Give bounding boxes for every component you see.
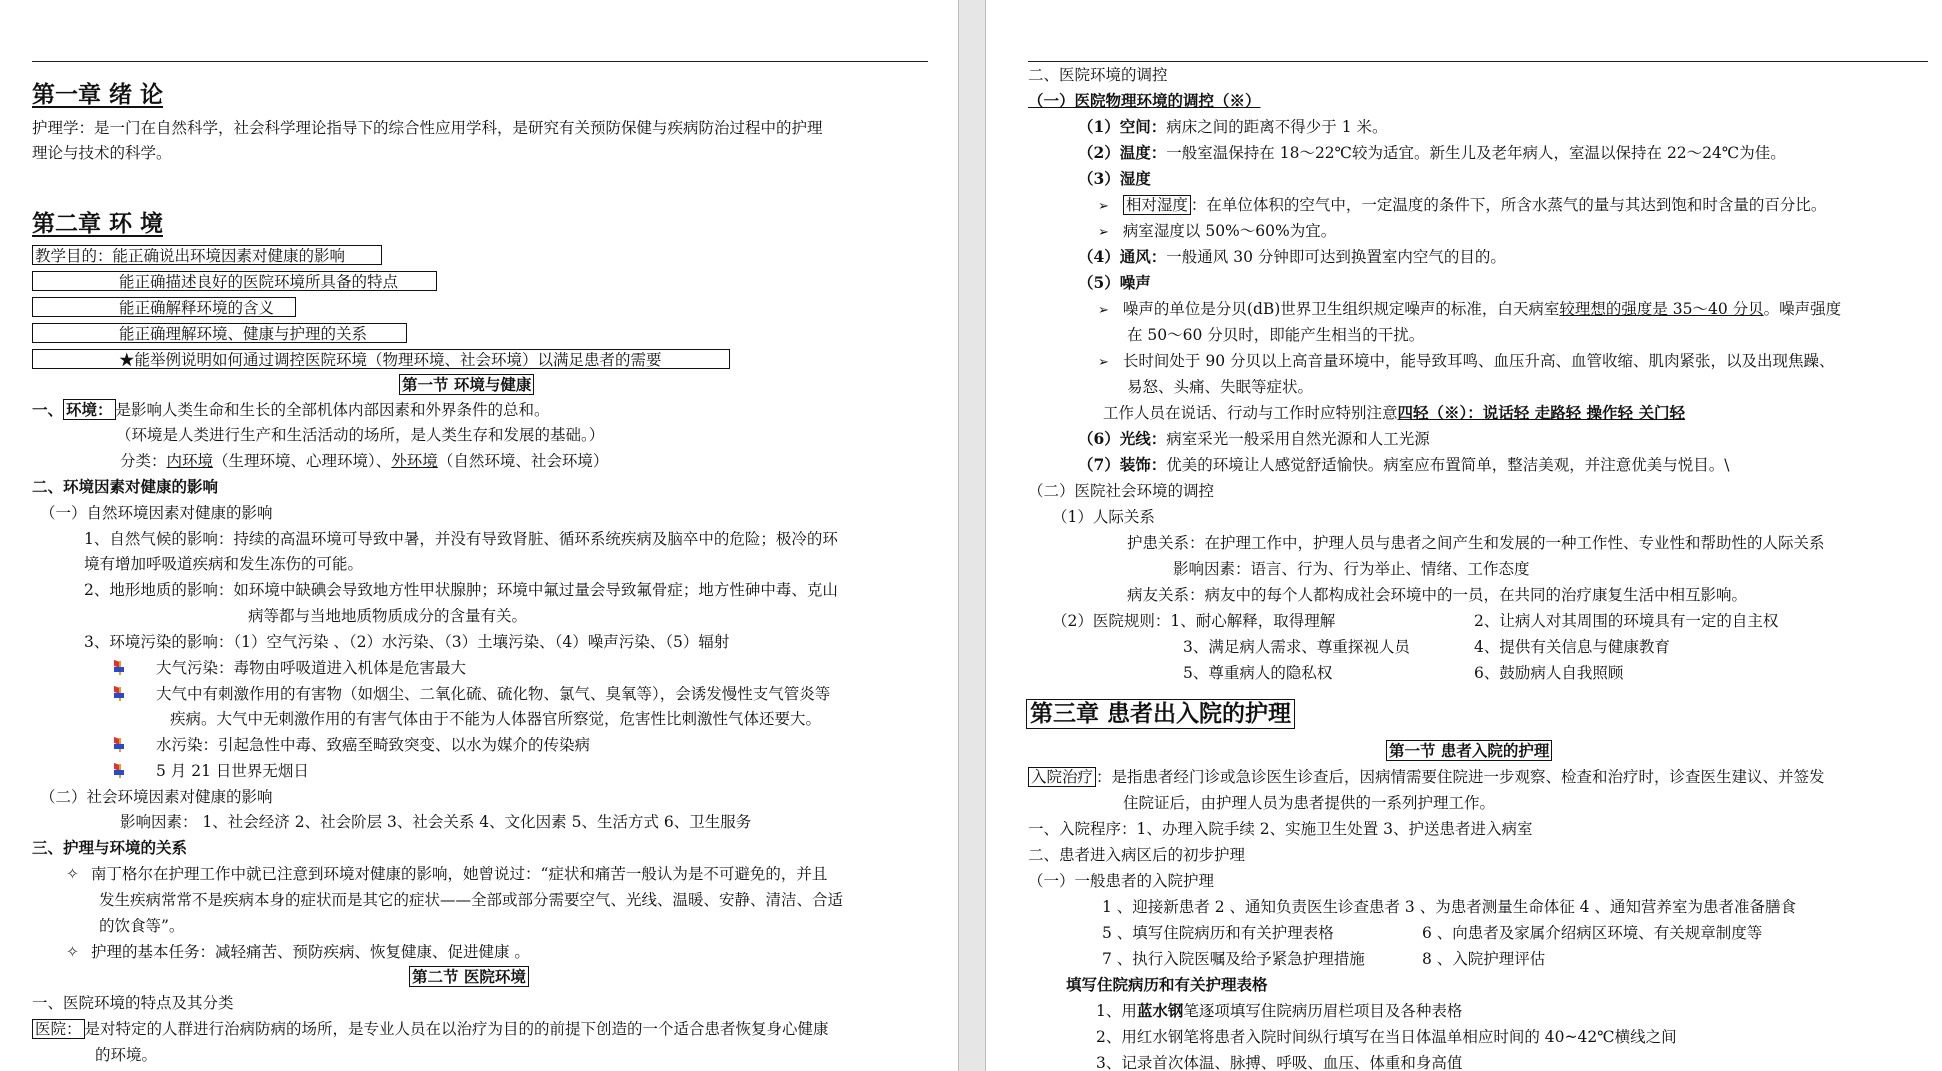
arrow-bullet-icon: ➢ (1098, 355, 1109, 370)
nursing-definition-line2: 理论与技术的科学。 (32, 144, 172, 162)
geology-line1: 2、地形地质的影响：如环境中缺碘会导致地方性甲状腺肿；环境中氟过量会导致氟骨症；地方性砷中毒、克山 (84, 581, 838, 599)
environment-note: （环境是人类进行生产和生活活动的场所，是人类生存和发展的基础。） (116, 426, 605, 444)
diamond-bullet-icon: ✧ (66, 865, 79, 883)
basic-task: ✧ 护理的基本任务：减轻痛苦、预防疾病、恢复健康、促进健康 。 (66, 943, 530, 961)
objective-4: 能正确理解环境、健康与护理的关系 (32, 323, 407, 343)
objective-2: 能正确描述良好的医院环境所具备的特点 (32, 271, 437, 291)
bullet-icon (114, 661, 126, 675)
hospital-definition-line2: 的环境。 (95, 1046, 158, 1064)
page-gutter (958, 0, 986, 1071)
air-harmful-line2: 疾病。大气中无刺激作用的有害气体由于不能为人体器官所察觉，危害性比刺激性气体还要大。 (170, 710, 822, 728)
chapter-2-title: 第二章 环 境 (32, 210, 164, 237)
hospital-term: 医院： (32, 1019, 85, 1039)
no-smoking-day-item: 5 月 21 日世界无烟日 (114, 761, 309, 781)
hospital-rule-2: 2、让病人对其周围的环境具有一定的自主权 (1474, 612, 1779, 630)
temperature-item: （2）温度：一般室温保持在 18～22℃较为适宜。新生儿及老年病人，室温以保持在 22～24℃为佳。 (1078, 143, 1786, 162)
noise-standard-line2: 在 50～60 分贝时，即能产生相当的干扰。 (1127, 326, 1425, 344)
geology-line2: 病等都与当地地质物质成分的含量有关。 (248, 607, 528, 625)
admission-section-title: 第一节 患者入院的护理 (1386, 740, 1552, 761)
factors-heading: 二、环境因素对健康的影响 (32, 477, 219, 496)
arrow-bullet-icon: ➢ (1098, 303, 1109, 318)
nightingale-line3: 的饮食等”。 (99, 917, 185, 935)
chapter-1-title: 第一章 绪 论 (32, 81, 164, 108)
admission-procedure: 一、入院程序：1、办理入院手续 2、实施卫生处置 3、护送患者进入病室 (1028, 820, 1533, 838)
bullet-icon (114, 764, 126, 778)
hospital-rule-3: 3、满足病人需求、尊重探视人员 (1183, 638, 1410, 656)
hospital-definition: 医院： 是对特定的人群进行治病防病的场所，是专业人员在以治疗为目的的前提下创造的一个适合患者恢复身心健康 (32, 1019, 829, 1039)
physical-environment-heading: （一）医院物理环境的调控（※） (1028, 91, 1261, 110)
hospital-rule-6: 6、鼓励病人自我照顾 (1474, 664, 1624, 682)
patient-patient-relation: 病友关系：病友中的每个人都构成社会环境中的一员，在共同的治疗康复生活中相互影响。 (1127, 586, 1748, 604)
climate-line2: 境有增加呼吸道疾病和发生冻伤的可能。 (84, 555, 364, 573)
hospital-rule-4: 4、提供有关信息与健康教育 (1474, 638, 1670, 656)
humidity-heading: （3）湿度 (1078, 169, 1151, 188)
chapter-3-title: 第三章 患者出入院的护理 (1026, 699, 1295, 729)
section-2-title: 第二节 医院环境 (409, 966, 529, 987)
nursing-environment-heading: 三、护理与环境的关系 (32, 838, 188, 857)
document-page-left (0, 0, 958, 1071)
water-pollution-item: 水污染：引起急性中毒、致癌至畸致突变、以水为媒介的传染病 (114, 735, 590, 755)
admission-step-8: 8 、入院护理评估 (1422, 950, 1546, 968)
admission-step-5: 5 、填写住院病历和有关护理表格 (1102, 924, 1334, 942)
initial-care-heading: 二、患者进入病区后的初步护理 (1028, 846, 1246, 864)
hospital-rules: （2）医院规则：1、耐心解释，取得理解 (1052, 612, 1336, 630)
space-item: （1）空间：病床之间的距离不得少于 1 米。 (1078, 117, 1388, 136)
interpersonal-heading: （1）人际关系 (1052, 508, 1155, 526)
lighting-item: （6）光线：病室采光一般采用自然光源和人工光源 (1078, 429, 1430, 448)
nightingale-quote: ✧ 南丁格尔在护理工作中就已注意到环境对健康的影响，她曾说过：“症状和痛苦一般认为是不可避免的，并且 (66, 865, 828, 883)
noise-standard-item: ➢ 噪声的单位是分贝(dB)世界卫生组织规定噪声的标准，白天病室较理想的强度是 35～40 分贝。噪声强度 (1098, 300, 1842, 318)
decoration-item: （7）装饰：优美的环境让人感觉舒适愉快。病室应布置简单，整洁美观，并注意优美与悦目。\ (1078, 455, 1730, 474)
nightingale-line2: 发生疾病常常不是疾病本身的症状而是其它的症状——全部或部分需要空气、光线、温暖、安静、清洁、合适 (99, 891, 844, 909)
header-rule (1028, 61, 1928, 62)
bullet-icon (114, 687, 126, 701)
document-page-right (986, 0, 1942, 1071)
climate-line1: 1、自然气候的影响：持续的高温环境可导致中暑，并没有导致肾脏、循环系统疾病及脑卒中的危险；极冷的环 (84, 530, 838, 548)
noise-heading: （5）噪声 (1078, 273, 1151, 292)
ward-humidity-item: ➢ 病室湿度以 50%～60%为宜。 (1098, 222, 1337, 240)
regulation-heading: 二、医院环境的调控 (1028, 66, 1168, 84)
objective-5: ★能举例说明如何通过调控医院环境（物理环境、社会环境）以满足患者的需要 (32, 349, 730, 369)
environment-definition: 一、 环境： 是影响人类生命和生长的全部机体内部因素和外界条件的总和。 (32, 400, 550, 419)
admission-definition-line2: 住院证后，由护理人员为患者提供的一系列护理工作。 (1123, 794, 1496, 812)
hospital-rule-5: 5、尊重病人的隐私权 (1183, 664, 1333, 682)
header-rule (32, 61, 928, 62)
relative-humidity-item: ➢ 相对湿度 ：在单位体积的空气中，一定温度的条件下，所含水蒸气的量与其达到饱和时含量的百分比。 (1098, 196, 1827, 214)
influence-factors: 影响因素：语言、行为、行为举止、情绪、工作态度 (1173, 560, 1530, 578)
fill-records-heading: 填写住院病历和有关护理表格 (1066, 975, 1268, 994)
environment-classification: 分类：内环境（生理环境、心理环境）、外环境（自然环境、社会环境） (120, 452, 609, 470)
arrow-bullet-icon: ➢ (1098, 225, 1109, 240)
bullet-icon (114, 738, 126, 752)
environment-term: 环境： (63, 399, 116, 420)
arrow-bullet-icon: ➢ (1098, 199, 1109, 214)
admission-steps-1-4: 1 、迎接新患者 2 、通知负责医生诊查患者 3 、为患者测量生命体征 4 、通知营养室为患者准备膳食 (1102, 898, 1796, 916)
general-admission-heading: （一）一般患者的入院护理 (1028, 872, 1215, 890)
four-light-rule: 工作人员在说话、行动与工作时应特别注意四轻（※）：说话轻 走路轻 操作轻 关门轻 (1103, 403, 1685, 422)
objective-3: 能正确解释环境的含义 (32, 297, 296, 317)
diamond-bullet-icon: ✧ (66, 943, 79, 961)
air-pollution-item: 大气污染：毒物由呼吸道进入机体是危害最大 (114, 658, 466, 678)
admission-step-6: 6 、向患者及家属介绍病区环境、有关规章制度等 (1422, 924, 1763, 942)
fill-records-3: 3、记录首次体温、脉搏、呼吸、血压、体重和身高值 (1096, 1054, 1463, 1071)
admission-definition: 入院治疗 ：是指患者经门诊或急诊医生诊查后，因病情需要住院进一步观察、检查和治疗时，诊查医生建议、并签发 (1028, 767, 1825, 787)
social-factors-heading: （二）社会环境因素对健康的影响 (40, 788, 273, 806)
nurse-patient-relation: 护患关系：在护理工作中，护理人员与患者之间产生和发展的一种工作性、专业性和帮助性的人际关系 (1127, 534, 1825, 552)
objective-1: 教学目的：能正确说出环境因素对健康的影响 (32, 245, 382, 265)
admission-term: 入院治疗 (1028, 767, 1096, 787)
natural-factors-heading: （一）自然环境因素对健康的影响 (40, 504, 273, 522)
relative-humidity-term: 相对湿度 (1123, 195, 1191, 215)
section-1-title: 第一节 环境与健康 (399, 374, 534, 395)
nursing-definition-line1: 护理学：是一门在自然科学，社会科学理论指导下的综合性应用学科，是研究有关预防保健与疾病防治过程中的护理 (32, 119, 823, 137)
noise-effects-line2: 易怒、头痛、失眠等症状。 (1127, 378, 1314, 396)
fill-records-1: 1、用蓝水钢笔逐项填写住院病历眉栏项目及各种表格 (1096, 1001, 1463, 1020)
fill-records-2: 2、用红水钢笔将患者入院时间纵行填写在当日体温单相应时间的 40~42℃横线之间 (1096, 1028, 1677, 1046)
social-factors-list: 影响因素： 1、社会经济 2、社会阶层 3、社会关系 4、文化因素 5、生活方式 6、卫生服务 (120, 813, 752, 831)
ventilation-item: （4）通风：一般通风 30 分钟即可达到换置室内空气的目的。 (1078, 247, 1506, 266)
air-harmful-item: 大气中有刺激作用的有害物（如烟尘、二氧化硫、硫化物、氯气、臭氧等），会诱发慢性支气管炎等 (114, 684, 830, 704)
social-regulation-heading: （二）医院社会环境的调控 (1028, 482, 1215, 500)
hospital-features-heading: 一、医院环境的特点及其分类 (32, 994, 234, 1012)
admission-step-7: 7 、执行入院医嘱及给予紧急护理措施 (1102, 950, 1365, 968)
pollution-line: 3、环境污染的影响：（1）空气污染 、（2）水污染、（3）土壤污染、（4）噪声污染、（5）辐射 (84, 633, 730, 651)
noise-effects-item: ➢ 长时间处于 90 分贝以上高音量环境中，能导致耳鸣、血压升高、血管收缩、肌肉紧张，以及出现焦躁、 (1098, 352, 1835, 370)
